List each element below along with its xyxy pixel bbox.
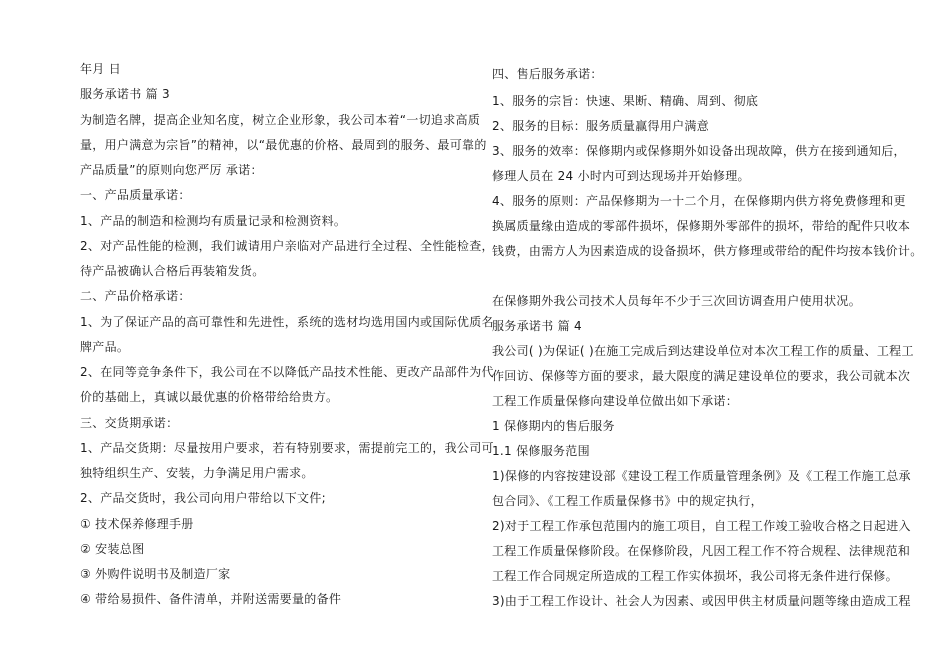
text-line: 量，用户满意为宗旨”的精神，以“最优惠的价格、最周到的服务、最可靠的: [80, 138, 487, 152]
text-line: 2)对于工程工作承包范围内的施工项目，自工程工作竣工验收合格之日起进入: [492, 519, 911, 533]
text-line: 三、交货期承诺：: [80, 416, 179, 430]
text-line: 2、对产品性能的检测，我们诚请用户亲临对产品进行全过程、全性能检查，: [80, 239, 494, 253]
text-line: 2、产品交货时，我公司向用户带给以下文件;: [80, 491, 326, 505]
text-line: 1、为了保证产品的高可靠性和先进性，系统的选材均选用国内或国际优质名: [80, 315, 494, 329]
text-line: 牌产品。: [80, 340, 130, 354]
text-line: 四、售后服务承诺：: [492, 67, 603, 81]
text-line: 3、服务的效率：保修期内或保修期外如设备出现故障，供方在接到通知后，: [492, 144, 906, 158]
text-line: 独特组织生产、安装，力争满足用户需求。: [80, 466, 314, 480]
text-line: 2、在同等竞争条件下，我公司在不以降低产品技术性能、更改产品部件为代: [80, 365, 494, 379]
section-heading: 服务承诺书 篇 3: [80, 87, 170, 101]
section-heading: 服务承诺书 篇 4: [492, 319, 582, 333]
text-line: 年月 日: [80, 62, 122, 76]
text-line: 包合同》、《工程工作质量保修书》中的规定执行，: [492, 494, 763, 508]
text-line: 工程工作质量保修阶段。在保修阶段，凡因工程工作不符合规程、法律规范和: [492, 544, 911, 558]
text-line: 产品质量”的原则向您严厉 承诺：: [80, 163, 263, 177]
text-line: 作回访、保修等方面的要求，最大限度的满足建设单位的要求，我公司就本次: [492, 369, 911, 383]
text-line: 1 保修期内的售后服务: [492, 419, 615, 433]
text-line: 2、服务的目标：服务质量赢得用户满意: [492, 119, 710, 133]
text-line: 3)由于工程工作设计、社会人为因素、或因甲供主材质量问题等缘由造成工程: [492, 594, 911, 608]
text-line: 工程工作合同规定所造成的工程工作实体损坏，我公司将无条件进行保修。: [492, 569, 898, 583]
text-line: 为制造名牌，提高企业知名度，树立企业形象，我公司本着“一切追求高质: [80, 113, 481, 127]
text-line: 待产品被确认合格后再装箱发货。: [80, 264, 265, 278]
list-item: ③ 外购件说明书及制造厂家: [80, 567, 231, 581]
list-item: ① 技术保养修理手册: [80, 517, 194, 531]
list-item: ② 安装总图: [80, 542, 145, 556]
text-line: 价的基础上，真诚以最优惠的价格带给给贵方。: [80, 390, 339, 404]
text-line: 我公司( )为保证( )在施工完成后到达建设单位对本次工程工作的质量、工程工: [492, 344, 914, 358]
text-line: 修理人员在 24 小时内可到达现场并开始修理。: [492, 169, 750, 183]
text-line: 1、产品的制造和检测均有质量记录和检测资料。: [80, 214, 347, 228]
text-line: 1、服务的宗旨：快速、果断、精确、周到、彻底: [492, 94, 759, 108]
text-line: 1、产品交货期：尽量按用户要求，若有特别要求，需提前完工的，我公司可: [80, 441, 494, 455]
text-line: 一、产品质量承诺：: [80, 188, 191, 202]
text-line: 钱费，由需方人为因素造成的设备损坏，供方修理或带给的配件均按本钱价计。: [492, 244, 923, 258]
text-line: 换属质量缘由造成的零部件损坏，保修期外零部件的损坏，带给的配件只收本: [492, 219, 911, 233]
text-line: 4、服务的原则：产品保修期为一十二个月，在保修期内供方将免费修理和更: [492, 194, 906, 208]
text-line: 1.1 保修服务范围: [492, 444, 590, 458]
list-item: ④ 带给易损件、备件清单，并附送需要量的备件: [80, 592, 342, 606]
text-line: 二、产品价格承诺：: [80, 289, 191, 303]
text-line: 1)保修的内容按建设部《建设工程工作质量管理条例》及《工程工作施工总承: [492, 469, 911, 483]
text-line: 在保修期外我公司技术人员每年不少于三次回访调查用户使用状况。: [492, 294, 862, 308]
text-line: 工程工作质量保修向建设单位做出如下承诺：: [492, 394, 739, 408]
